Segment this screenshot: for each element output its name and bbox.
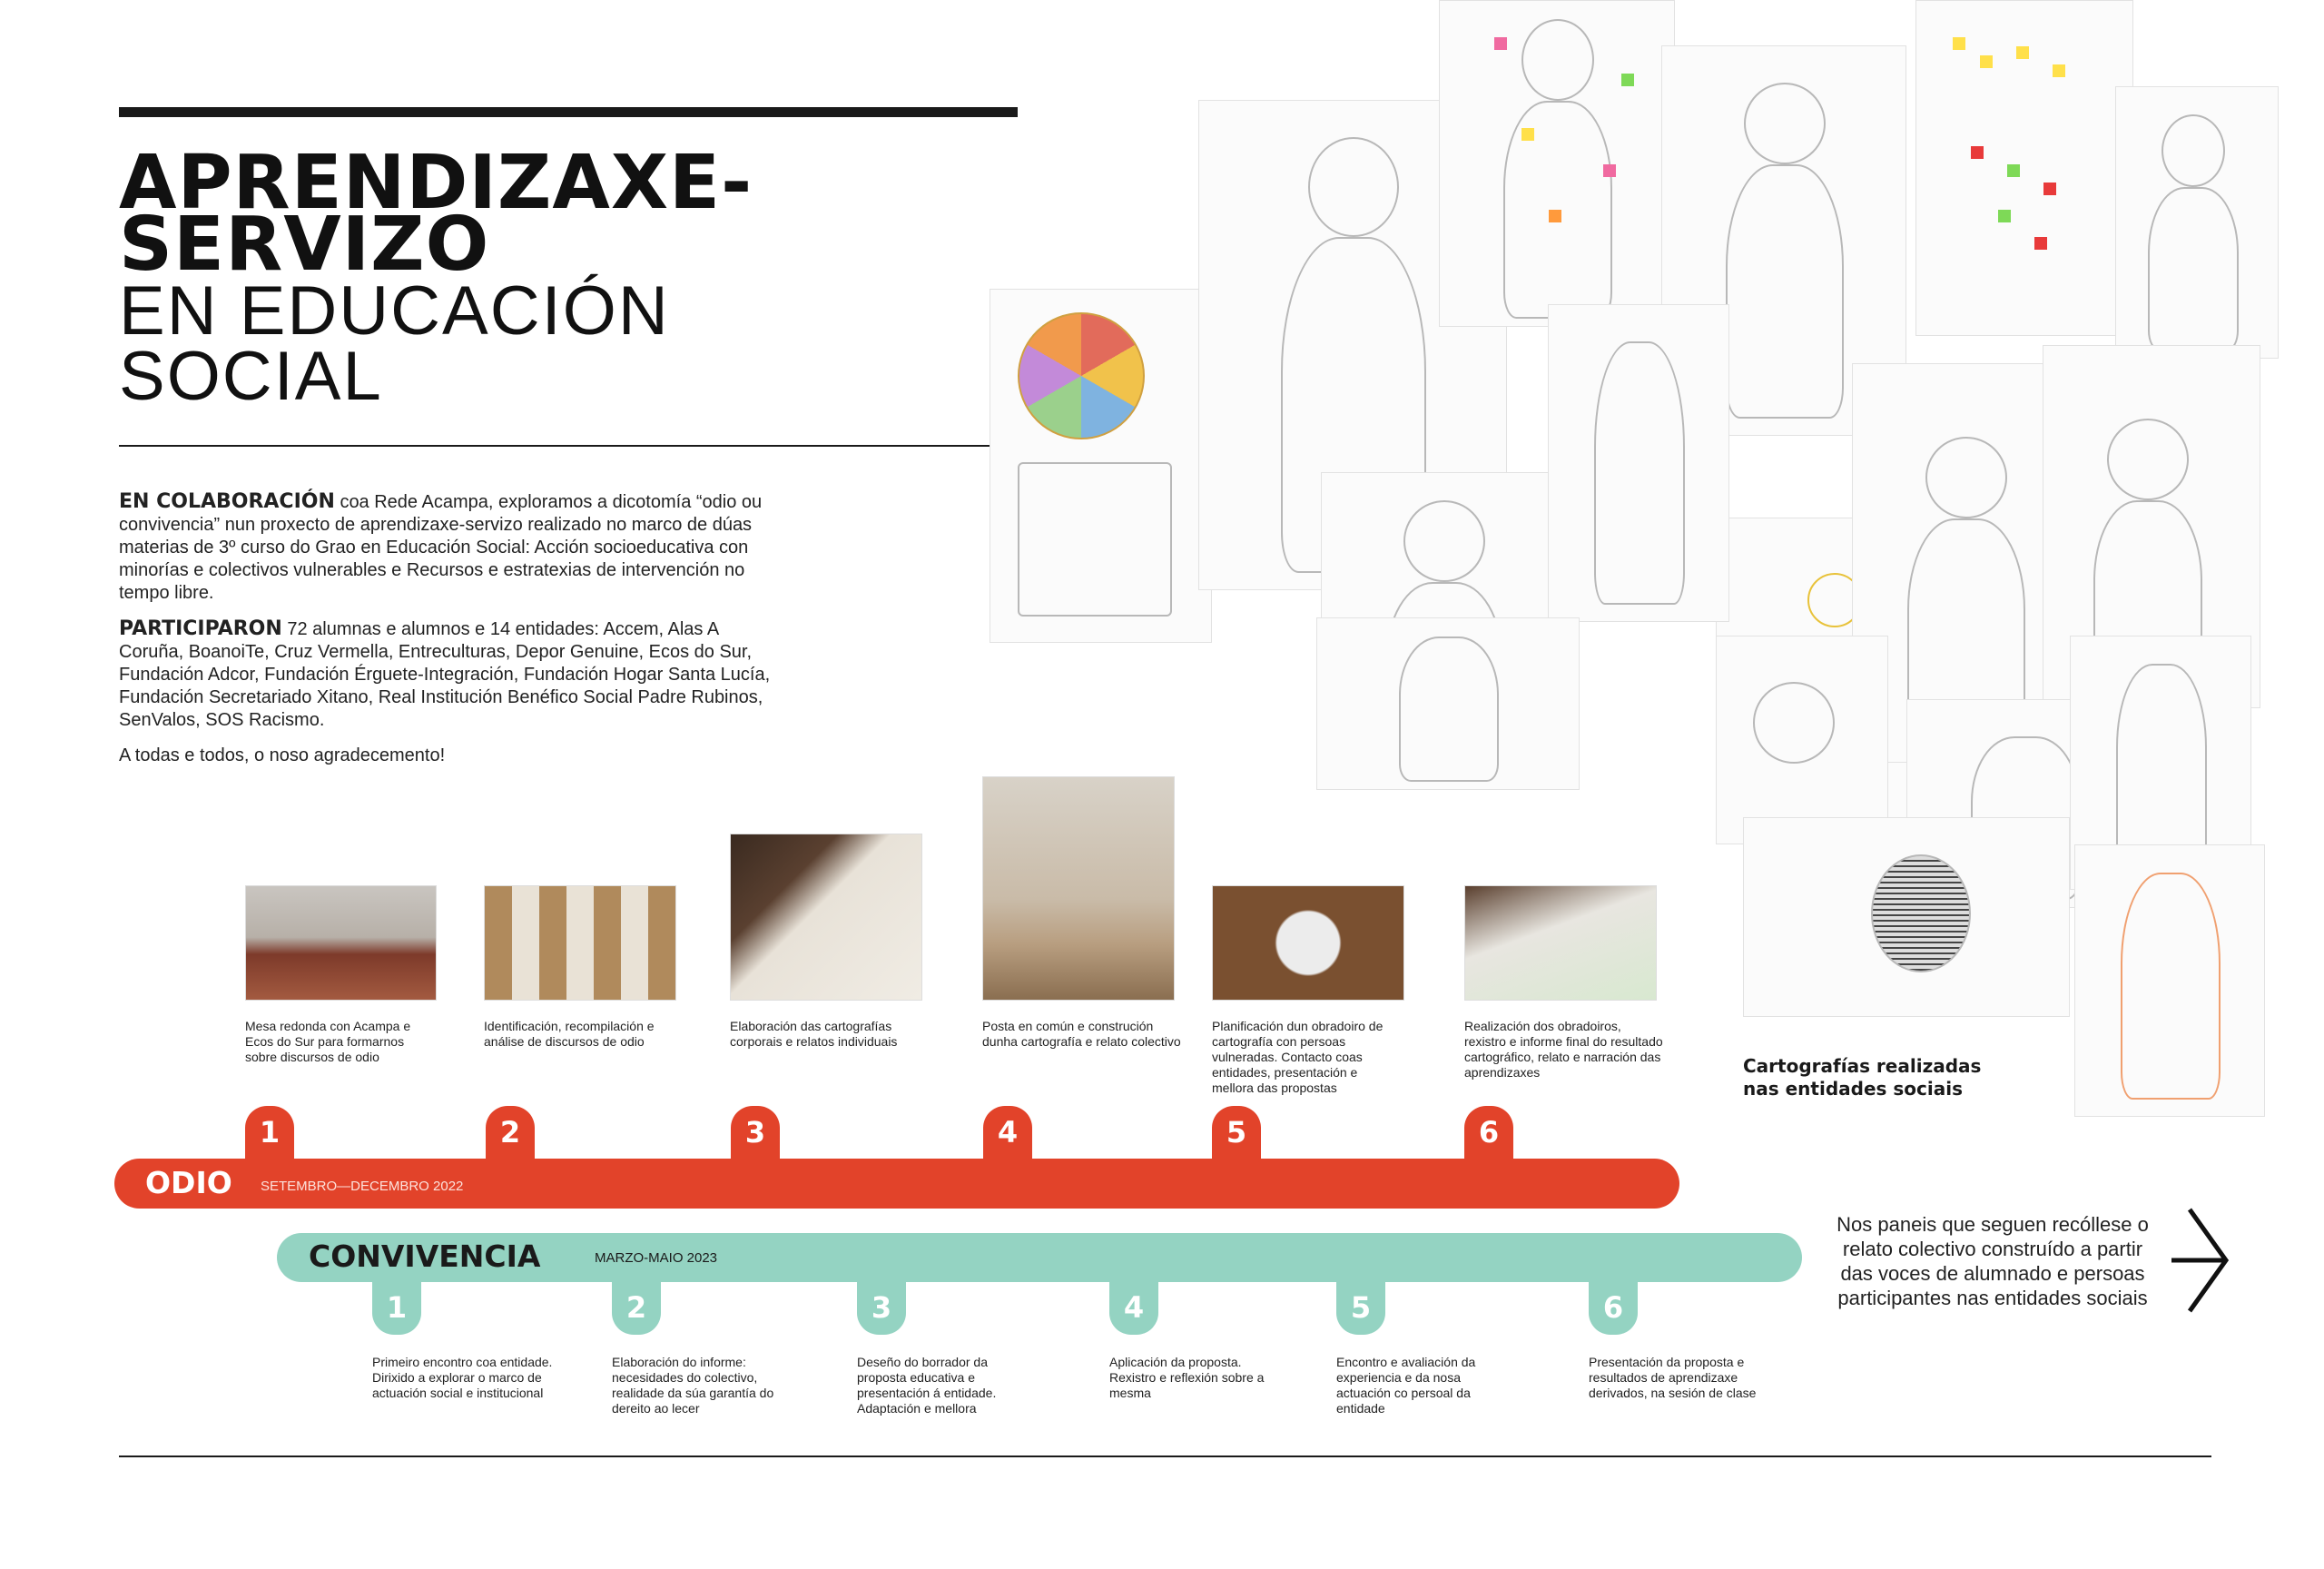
odio-photo-3 [730, 834, 922, 1001]
convivencia-step-1-text: Primeiro encontro coa entidade. Dirixido a explorar o marco de actuación social e institucional [372, 1355, 553, 1400]
cartography-caption: Cartografías realizadas nas entidades sociais [1743, 1055, 1982, 1100]
convivencia-step-2-number: 2 [612, 1280, 661, 1335]
title-underline [119, 445, 990, 447]
cartography-sheet [990, 289, 1212, 643]
title-line-3: EN EDUCACIÓN [119, 272, 670, 350]
title-line-4: SOCIAL [119, 338, 383, 415]
odio-step-1-text: Mesa redonda con Acampa e Ecos do Sur para formarnos sobre discursos de odio [245, 1019, 411, 1064]
intro-collaboration [119, 490, 782, 605]
arrow-right-icon[interactable] [2168, 1206, 2231, 1315]
collab-text: coa Rede Acampa, exploramos a dicotomía “odio ou convivencia” nun proxecto de aprendizaxe-servizo realizado no marco de dúas materias de 3º curso do Grao en Educación Social: Acción socioeducativa con minorías e colectivos vulnerables e Recursos e estratexias de intervención no tempo libre. [119, 492, 763, 603]
odio-photo-6 [1464, 885, 1657, 1001]
odio-step-4-number: 4 [983, 1106, 1032, 1160]
collab-lead: EN COLABORACIÓN [119, 490, 335, 513]
odio-photo-1 [245, 885, 437, 1001]
convivencia-step-5-number: 5 [1336, 1280, 1385, 1335]
cartography-sheet [2074, 844, 2265, 1117]
convivencia-step-4-text: Aplicación da proposta. Rexistro e reflexión sobre a mesma [1109, 1355, 1265, 1400]
convivencia-step-3-number: 3 [857, 1280, 906, 1335]
participants-text: 72 alumnas e alumnos e 14 entidades: Accem, Alas A Coruña, BoanoiTe, Cruz Vermella, Entreculturas, Depor Genuine, Ecos do Sur, Fundación Adcor, Fundación Érguete-Integración, Fundación Hogar Santa Lucía, Fundación Secretariado Xitano, Real Institución Benéfico Social Padre Rubinos, SenValos, SOS Racismo. [119, 619, 771, 730]
convivencia-dates: MARZO-MAIO 2023 [595, 1250, 718, 1266]
convivencia-step-4-number: 4 [1109, 1280, 1158, 1335]
odio-step-2-text: Identificación, recompilación e análise de discursos de odio [484, 1019, 655, 1049]
odio-step-3-text: Elaboración das cartografías corporais e relatos individuais [730, 1019, 898, 1049]
participants-lead: PARTICIPARON [119, 617, 282, 640]
odio-step-4-text: Posta en común e construción dunha cartografía e relato colectivo [982, 1019, 1181, 1049]
convivencia-step-2-text: Elaboración do informe: necesidades do colectivo, realidade da súa garantía do dereito ao lecer [612, 1355, 774, 1416]
convivencia-step-1-number: 1 [372, 1280, 421, 1335]
odio-step-5-number: 5 [1212, 1106, 1261, 1160]
convivencia-step-6-number: 6 [1589, 1280, 1638, 1335]
intro-participants [119, 617, 782, 732]
odio-step-5-text: Planificación dun obradoiro de cartografía con persoas vulneradas. Contacto coas entidades, presentación e mellora das propostas [1212, 1019, 1384, 1095]
odio-step-6-text: Realización dos obradoiros, rexistro e informe final do resultado cartográfico, relato e narración das aprendizaxes [1464, 1019, 1663, 1080]
cartography-sheet [1743, 817, 2070, 1017]
closing-note: Nos paneis que seguen recóllese o relato colectivo construído a partir das voces de alumnado e persoas participantes nas entidades sociais [1837, 1213, 2149, 1309]
odio-label: ODIO [145, 1165, 232, 1200]
title-line-2: SERVIZO [119, 202, 490, 288]
odio-photo-4 [982, 776, 1175, 1001]
odio-step-2-number: 2 [486, 1106, 535, 1160]
top-rule [119, 107, 1018, 117]
convivencia-step-6-text: Presentación da proposta e resultados de aprendizaxe derivados, na sesión de clase [1589, 1355, 1757, 1400]
odio-photo-5 [1212, 885, 1404, 1001]
cartography-sheet [1316, 617, 1580, 790]
odio-step-1-number: 1 [245, 1106, 294, 1160]
odio-step-6-number: 6 [1464, 1106, 1513, 1160]
cartography-sheet [1716, 636, 1888, 844]
cartography-sheet [1915, 0, 2133, 336]
intro-thanks: A todas e todos, o noso agradecemento! [119, 745, 446, 765]
convivencia-step-3-text: Deseño do borrador da proposta educativa e presentación á entidade. Adaptación e mellora [857, 1355, 997, 1416]
convivencia-label: CONVIVENCIA [309, 1238, 541, 1274]
odio-dates: SETEMBRO—DECEMBRO 2022 [261, 1179, 464, 1194]
cartography-sheet [1439, 0, 1675, 327]
odio-step-3-number: 3 [731, 1106, 780, 1160]
odio-photo-2 [484, 885, 676, 1001]
convivencia-step-5-text: Encontro e avaliación da experiencia e da nosa actuación co persoal da entidade [1336, 1355, 1476, 1416]
cartography-sheet [1548, 304, 1729, 622]
cartography-sheet [2115, 86, 2279, 359]
title-line-1: APRENDIZAXE- [119, 140, 753, 226]
bottom-rule [119, 1456, 2211, 1457]
